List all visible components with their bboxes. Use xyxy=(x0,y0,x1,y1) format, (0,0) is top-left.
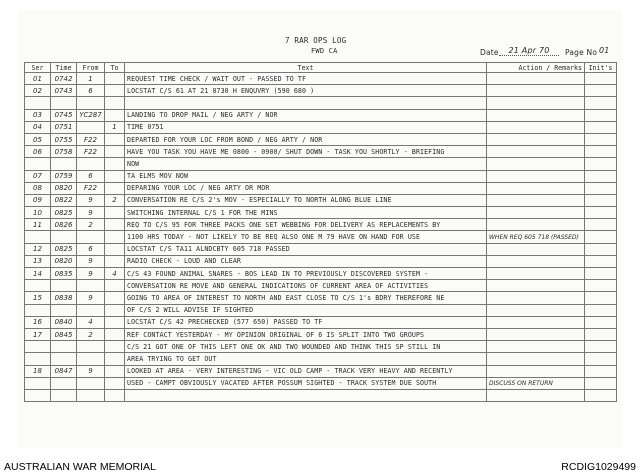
cell-to xyxy=(105,109,125,121)
archive-reference: RCDIG1029499 xyxy=(561,461,636,473)
cell-text: NOW xyxy=(125,158,487,170)
cell-text: DEPARTED FOR YOUR LOC FROM BOND / NEG ARTY / NOR xyxy=(125,133,487,145)
ops-log-table xyxy=(24,62,617,402)
cell-text: LOOKED AT AREA - VERY INTERESTING - VIC OLD CAMP - TRACK VERY HEAVY AND RECENTLY xyxy=(125,365,487,377)
page-label: Page No xyxy=(565,48,598,57)
cell-init xyxy=(585,377,617,389)
cell-remarks xyxy=(487,73,585,85)
cell-from: F22 xyxy=(77,146,105,158)
cell-from: 2 xyxy=(77,219,105,231)
cell-remarks xyxy=(487,207,585,219)
cell-remarks xyxy=(487,365,585,377)
cell-from: 9 xyxy=(77,194,105,206)
cell-from: 9 xyxy=(77,365,105,377)
cell-init xyxy=(585,292,617,304)
cell-from xyxy=(77,158,105,170)
table-row xyxy=(25,243,617,255)
table-row xyxy=(25,328,617,340)
cell-remarks xyxy=(487,194,585,206)
table-row xyxy=(25,389,617,401)
cell-from xyxy=(77,341,105,353)
table-row xyxy=(25,292,617,304)
table-row xyxy=(25,304,617,316)
cell-init xyxy=(585,268,617,280)
cell-to xyxy=(105,280,125,292)
col-time: Time xyxy=(51,63,77,73)
cell-remarks xyxy=(487,121,585,133)
table-row xyxy=(25,194,617,206)
cell-ser: 17 xyxy=(25,328,51,340)
table-row xyxy=(25,255,617,267)
cell-init xyxy=(585,316,617,328)
cell-init xyxy=(585,255,617,267)
cell-remarks xyxy=(487,97,585,109)
cell-time: 0755 xyxy=(51,133,77,145)
cell-from: 4 xyxy=(77,316,105,328)
cell-ser xyxy=(25,231,51,243)
col-from: From xyxy=(77,63,105,73)
cell-remarks xyxy=(487,316,585,328)
cell-from: 1 xyxy=(77,73,105,85)
cell-time xyxy=(51,97,77,109)
cell-ser: 10 xyxy=(25,207,51,219)
cell-text: LOCSTAT C/S TA11 ALNDCBTY 605 718 PASSED xyxy=(125,243,487,255)
cell-ser xyxy=(25,353,51,365)
cell-from xyxy=(77,389,105,401)
cell-to: 4 xyxy=(105,268,125,280)
cell-text xyxy=(125,389,487,401)
cell-time: 0820 xyxy=(51,182,77,194)
cell-from: 2 xyxy=(77,328,105,340)
cell-time: 0847 xyxy=(51,365,77,377)
cell-to xyxy=(105,255,125,267)
cell-ser: 08 xyxy=(25,182,51,194)
cell-init xyxy=(585,133,617,145)
cell-ser xyxy=(25,158,51,170)
col-to: To xyxy=(105,63,125,73)
cell-text: 1100 HRS TODAY - NOT LIKELY TO BE REQ ALSO ONE M 79 HAVE ON HAND FOR USE xyxy=(125,231,487,243)
cell-to xyxy=(105,97,125,109)
cell-remarks xyxy=(487,146,585,158)
cell-text: USED - CAMPT OBVIOUSLY VACATED AFTER POSSUM SIGHTED - TRACK SYSTEM DUE SOUTH xyxy=(125,377,487,389)
cell-time: 0838 xyxy=(51,292,77,304)
cell-to xyxy=(105,219,125,231)
cell-init xyxy=(585,97,617,109)
page-value: 01 xyxy=(599,46,610,55)
cell-text: TIME 0751 xyxy=(125,121,487,133)
cell-time: 0845 xyxy=(51,328,77,340)
col-text: Text xyxy=(125,63,487,73)
cell-from: YC287 xyxy=(77,109,105,121)
cell-remarks xyxy=(487,292,585,304)
table-row xyxy=(25,121,617,133)
cell-time xyxy=(51,158,77,170)
table-row xyxy=(25,268,617,280)
cell-remarks xyxy=(487,85,585,97)
cell-init xyxy=(585,353,617,365)
log-subtitle: FWD CA xyxy=(311,47,338,55)
cell-text: CONVERSATION RE MOVE AND GENERAL INDICATIONS OF CURRENT AREA OF ACTIVITIES xyxy=(125,280,487,292)
cell-from xyxy=(77,304,105,316)
cell-ser: 09 xyxy=(25,194,51,206)
table-row xyxy=(25,146,617,158)
cell-init xyxy=(585,207,617,219)
cell-to xyxy=(105,377,125,389)
cell-text: RADIO CHECK - LOUD AND CLEAR xyxy=(125,255,487,267)
cell-ser xyxy=(25,341,51,353)
cell-ser: 02 xyxy=(25,85,51,97)
cell-init xyxy=(585,121,617,133)
cell-ser: 03 xyxy=(25,109,51,121)
cell-init xyxy=(585,341,617,353)
cell-init xyxy=(585,73,617,85)
table-row xyxy=(25,341,617,353)
cell-time xyxy=(51,304,77,316)
cell-to xyxy=(105,292,125,304)
table-row xyxy=(25,219,617,231)
date-value: 21 Apr 70 xyxy=(499,46,559,56)
cell-remarks xyxy=(487,158,585,170)
cell-to xyxy=(105,146,125,158)
cell-text: AREA TRYING TO GET OUT xyxy=(125,353,487,365)
cell-ser: 15 xyxy=(25,292,51,304)
cell-text: REQ TO C/S 95 FOR THREE PACKS ONE SET WEBBING FOR DELIVERY AS REPLACEMENTS BY xyxy=(125,219,487,231)
table-row xyxy=(25,365,617,377)
col-action-remarks: Action / Remarks xyxy=(487,63,585,73)
cell-to xyxy=(105,365,125,377)
cell-remarks xyxy=(487,353,585,365)
table-row xyxy=(25,133,617,145)
cell-remarks xyxy=(487,243,585,255)
cell-time xyxy=(51,353,77,365)
cell-remarks xyxy=(487,304,585,316)
cell-remarks xyxy=(487,328,585,340)
cell-remarks: WHEN REQ 605 718 (PASSED) xyxy=(487,231,585,243)
cell-init xyxy=(585,231,617,243)
cell-from: 6 xyxy=(77,170,105,182)
cell-from xyxy=(77,280,105,292)
cell-init xyxy=(585,109,617,121)
table-row xyxy=(25,280,617,292)
cell-time: 0742 xyxy=(51,73,77,85)
cell-text: CONVERSATION RE C/S 2's MOV - ESPECIALLY TO NORTH ALONG BLUE LINE xyxy=(125,194,487,206)
cell-remarks: DISCUSS ON RETURN xyxy=(487,377,585,389)
cell-ser: 01 xyxy=(25,73,51,85)
table-row xyxy=(25,377,617,389)
cell-remarks xyxy=(487,133,585,145)
cell-to xyxy=(105,85,125,97)
cell-init xyxy=(585,158,617,170)
cell-init xyxy=(585,146,617,158)
cell-from: 6 xyxy=(77,243,105,255)
cell-ser xyxy=(25,97,51,109)
cell-remarks xyxy=(487,219,585,231)
cell-to xyxy=(105,353,125,365)
cell-time xyxy=(51,389,77,401)
cell-init xyxy=(585,85,617,97)
cell-time xyxy=(51,231,77,243)
log-entries xyxy=(25,73,617,402)
cell-time: 0840 xyxy=(51,316,77,328)
cell-ser: 12 xyxy=(25,243,51,255)
cell-text: REF CONTACT YESTERDAY - MY OPINION ORIGINAL OF 6 IS SPLIT INTO TWO GROUPS xyxy=(125,328,487,340)
cell-init xyxy=(585,280,617,292)
cell-to xyxy=(105,231,125,243)
cell-to xyxy=(105,133,125,145)
cell-init xyxy=(585,328,617,340)
cell-text: REQUEST TIME CHECK / WAIT OUT - PASSED TO TF xyxy=(125,73,487,85)
cell-from: 9 xyxy=(77,268,105,280)
cell-text: LOCSTAT C/S 61 AT 21 0730 H ENQUVRY (590 680 ) xyxy=(125,85,487,97)
cell-remarks xyxy=(487,341,585,353)
cell-init xyxy=(585,365,617,377)
cell-from: 9 xyxy=(77,207,105,219)
cell-to xyxy=(105,328,125,340)
cell-ser: 05 xyxy=(25,133,51,145)
cell-from: 6 xyxy=(77,85,105,97)
cell-from xyxy=(77,97,105,109)
cell-text: GOING TO AREA OF INTEREST TO NORTH AND EAST CLOSE TO C/S 1's BDRY THEREFORE NE xyxy=(125,292,487,304)
cell-time: 0835 xyxy=(51,268,77,280)
cell-ser: 06 xyxy=(25,146,51,158)
date-label: Date xyxy=(480,48,499,57)
cell-to xyxy=(105,158,125,170)
cell-ser xyxy=(25,280,51,292)
log-title: 7 RAR OPS LOG xyxy=(285,36,347,45)
cell-init xyxy=(585,243,617,255)
cell-time: 0825 xyxy=(51,243,77,255)
cell-remarks xyxy=(487,389,585,401)
table-row xyxy=(25,73,617,85)
cell-text: LANDING TO DROP MAIL / NEG ARTY / NOR xyxy=(125,109,487,121)
cell-from xyxy=(77,231,105,243)
cell-from: 9 xyxy=(77,255,105,267)
cell-to xyxy=(105,182,125,194)
cell-time: 0745 xyxy=(51,109,77,121)
cell-ser: 11 xyxy=(25,219,51,231)
cell-time xyxy=(51,377,77,389)
table-row xyxy=(25,170,617,182)
cell-init xyxy=(585,219,617,231)
cell-to xyxy=(105,389,125,401)
cell-to xyxy=(105,304,125,316)
cell-to xyxy=(105,73,125,85)
cell-ser xyxy=(25,389,51,401)
cell-remarks xyxy=(487,280,585,292)
cell-from: F22 xyxy=(77,182,105,194)
cell-to xyxy=(105,207,125,219)
archive-credit: AUSTRALIAN WAR MEMORIAL xyxy=(4,461,156,473)
cell-remarks xyxy=(487,268,585,280)
cell-init xyxy=(585,170,617,182)
cell-to: 1 xyxy=(105,121,125,133)
table-header-row xyxy=(25,63,617,73)
cell-time: 0822 xyxy=(51,194,77,206)
cell-ser: 07 xyxy=(25,170,51,182)
cell-time: 0820 xyxy=(51,255,77,267)
cell-text: C/S 43 FOUND ANIMAL SNARES - BOS LEAD IN TO PREVIOUSLY DISCOVERED SYSTEM - xyxy=(125,268,487,280)
cell-time: 0759 xyxy=(51,170,77,182)
cell-text: SWITCHING INTERNAL C/S 1 FOR THE MINS xyxy=(125,207,487,219)
cell-remarks xyxy=(487,170,585,182)
cell-text: DEPARING YOUR LOC / NEG ARTY OR MOR xyxy=(125,182,487,194)
cell-from xyxy=(77,353,105,365)
cell-text: TA ELMS MOV NOW xyxy=(125,170,487,182)
cell-remarks xyxy=(487,109,585,121)
cell-from xyxy=(77,377,105,389)
cell-ser: 13 xyxy=(25,255,51,267)
table-row xyxy=(25,316,617,328)
cell-from: F22 xyxy=(77,133,105,145)
col-inits: Init's xyxy=(585,63,617,73)
cell-remarks xyxy=(487,255,585,267)
cell-from xyxy=(77,121,105,133)
cell-ser: 18 xyxy=(25,365,51,377)
cell-text: C/S 21 GOT ONE OF THIS LEFT ONE OK AND TWO WOUNDED AND THINK THIS SP STILL IN xyxy=(125,341,487,353)
cell-time: 0826 xyxy=(51,219,77,231)
cell-text xyxy=(125,97,487,109)
cell-init xyxy=(585,389,617,401)
table-row xyxy=(25,97,617,109)
cell-ser xyxy=(25,377,51,389)
table-row xyxy=(25,85,617,97)
cell-time: 0751 xyxy=(51,121,77,133)
cell-text: OF C/S 2 WILL ADVISE IF SIGHTED xyxy=(125,304,487,316)
table-row xyxy=(25,158,617,170)
cell-to xyxy=(105,316,125,328)
table-row xyxy=(25,182,617,194)
cell-ser: 14 xyxy=(25,268,51,280)
cell-text: HAVE YOU TASK YOU HAVE ME 0800 - 0900/ SHUT DOWN - TASK YOU SHORTLY - BRIEFING xyxy=(125,146,487,158)
cell-ser xyxy=(25,304,51,316)
cell-time: 0743 xyxy=(51,85,77,97)
table-row xyxy=(25,207,617,219)
cell-from: 9 xyxy=(77,292,105,304)
cell-text: LOCSTAT C/S 42 PRECHECKED (577 650) PASSED TO TF xyxy=(125,316,487,328)
cell-init xyxy=(585,194,617,206)
cell-time: 0825 xyxy=(51,207,77,219)
cell-time xyxy=(51,341,77,353)
cell-to xyxy=(105,341,125,353)
cell-time: 0758 xyxy=(51,146,77,158)
cell-to xyxy=(105,243,125,255)
cell-ser: 04 xyxy=(25,121,51,133)
cell-time xyxy=(51,280,77,292)
col-ser: Ser xyxy=(25,63,51,73)
table-row xyxy=(25,109,617,121)
table-row xyxy=(25,353,617,365)
cell-init xyxy=(585,182,617,194)
cell-to: 2 xyxy=(105,194,125,206)
cell-init xyxy=(585,304,617,316)
cell-to xyxy=(105,170,125,182)
cell-ser: 16 xyxy=(25,316,51,328)
table-row xyxy=(25,231,617,243)
cell-remarks xyxy=(487,182,585,194)
